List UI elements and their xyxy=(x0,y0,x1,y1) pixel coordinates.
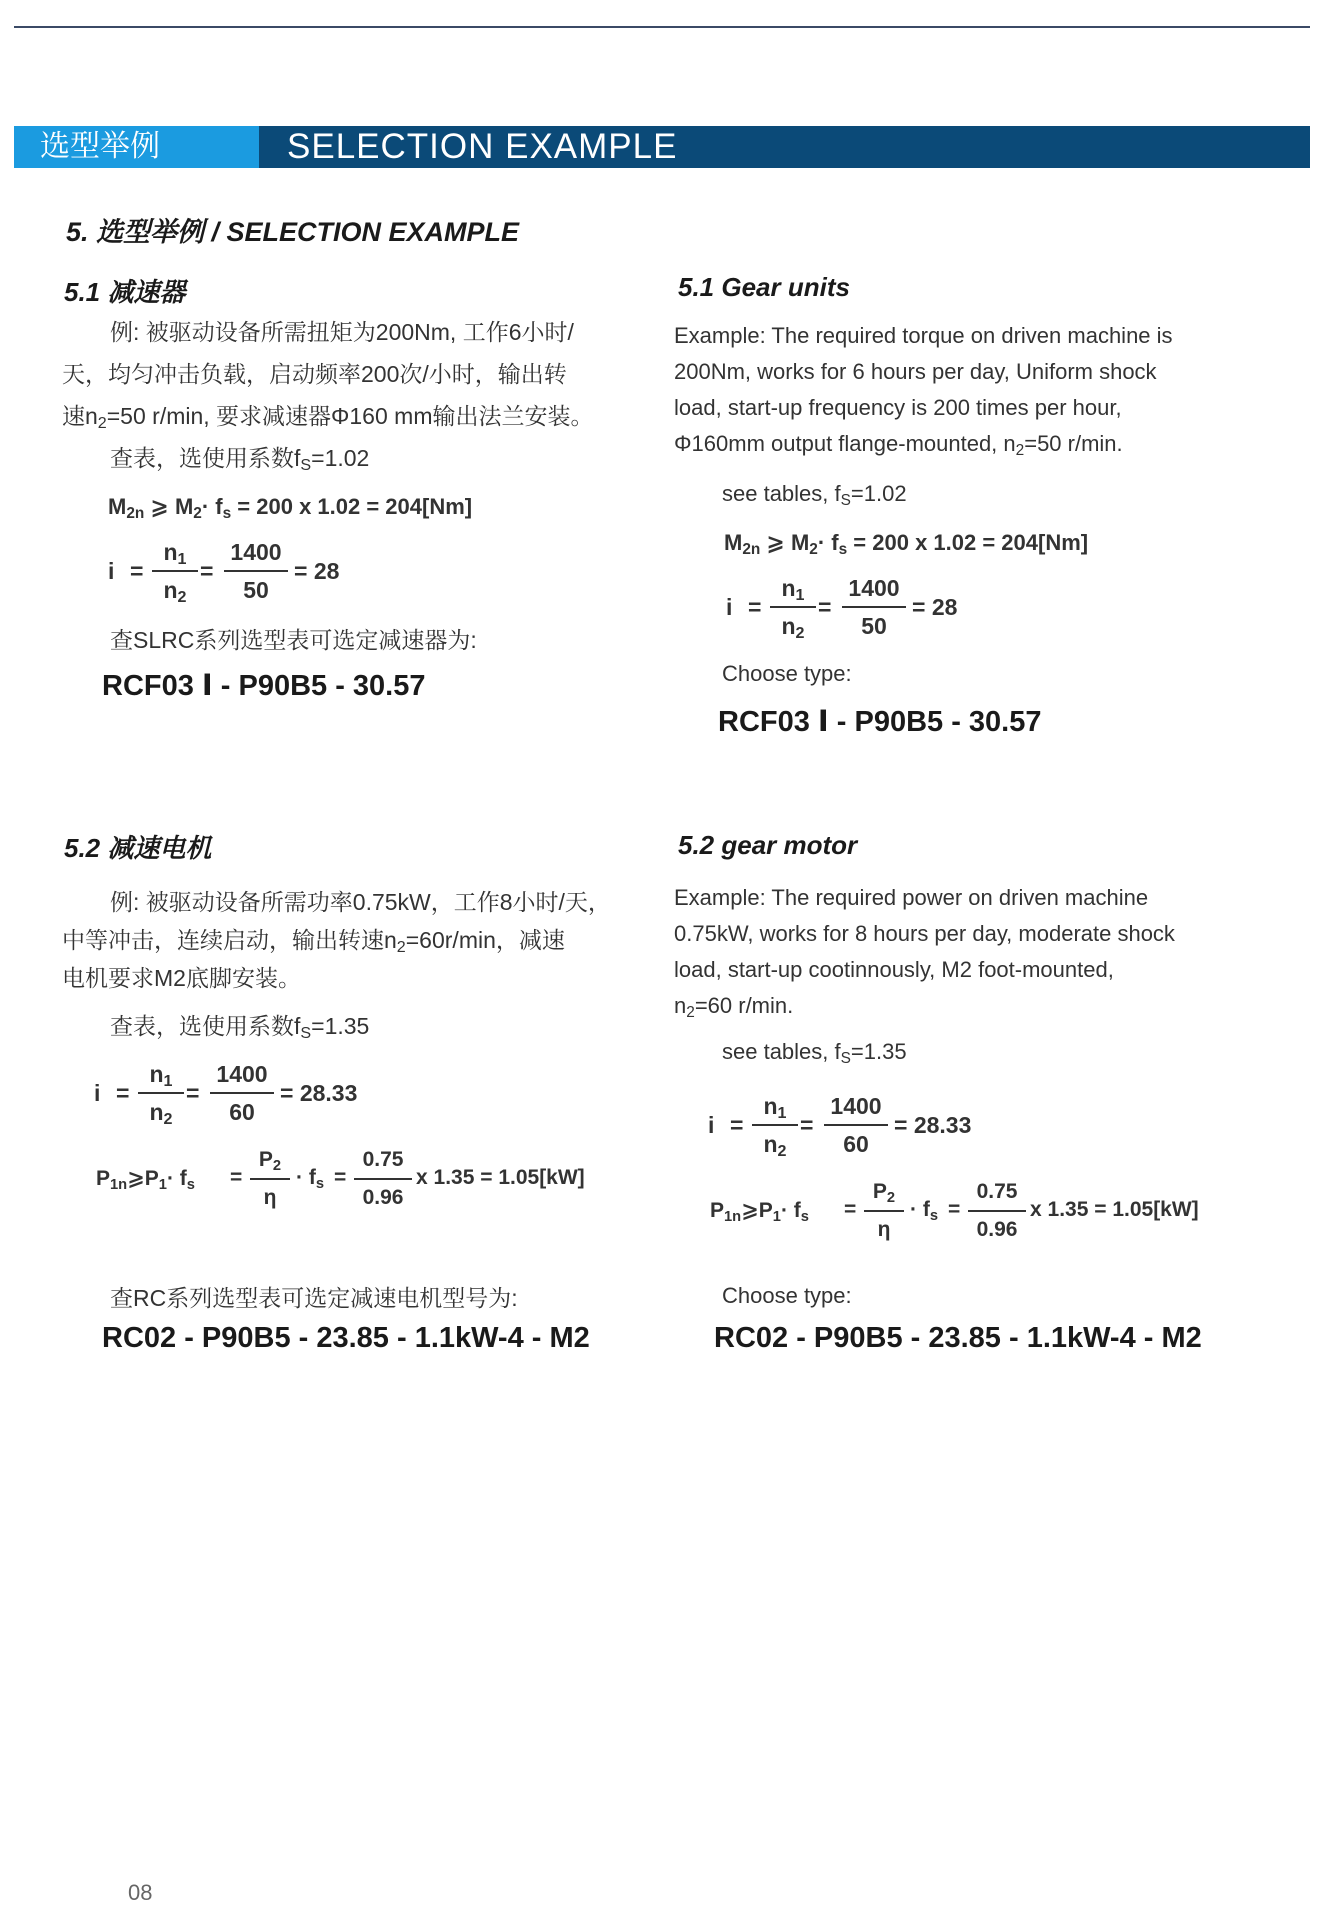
s52-en-choose: Choose type: xyxy=(722,1283,852,1308)
s52-en-line-2: 0.75kW, works for 8 hours per day, moderate shock xyxy=(674,921,1175,946)
s51-en-line-1: Example: The required torque on driven machine is xyxy=(674,323,1173,348)
s51-cn-line-3: 速$n_2=50$ r/min, 要求减速器Φ160 mm输出法兰安装。 xyxy=(62,403,594,432)
s52-en-line-1: Example: The required power on driven machine xyxy=(674,885,1149,910)
s51-cn-torque-formula: $M_{2n}$ ⩾ $M_2\cdot f_s = 200$ x 1.02 = 204[Nm] xyxy=(108,494,473,522)
s51-cn-line-2: 天，均匀冲击负载，启动频率200次/小时，输出转 xyxy=(62,361,567,387)
s52-en-model: RC02 - P90B5 - 23.85 - 1.1kW-4 - M2 xyxy=(714,1322,1202,1354)
s52-en-line-3: load, start-up cootinnously, M2 foot-mounted, xyxy=(674,957,1114,982)
s51-en-torque-formula: $M_{2n}$ ⩾ $M_2\cdot f_s = 200$ x 1.02 = 204[Nm] xyxy=(724,530,1089,558)
s51-en-title: 5.1 Gear units xyxy=(678,272,850,302)
s51-en-model: RCF03 Ⅰ - P90B5 - 30.57 xyxy=(718,706,1042,738)
page-heading: 5. 选型举例 / SELECTION EXAMPLE xyxy=(66,217,520,247)
s51-cn-choose: 查SLRC系列选型表可选定减速器为: xyxy=(110,627,477,653)
s51-cn-service-factor: 查表，选使用系数$f_S=1.02$ xyxy=(110,445,370,474)
page-number: 08 xyxy=(128,1880,153,1905)
s51-cn-model: RCF03 Ⅰ - P90B5 - 30.57 xyxy=(102,670,426,702)
s51-cn-title: 5.1 减速器 xyxy=(64,277,186,307)
s52-cn-model: RC02 - P90B5 - 23.85 - 1.1kW-4 - M2 xyxy=(102,1322,590,1354)
banner-cn-title: 选型举例 xyxy=(14,126,259,168)
s51-en-service-factor: see tables, $f_S=1.02$ xyxy=(722,481,907,509)
section-banner xyxy=(14,126,1310,168)
top-rule xyxy=(14,26,1310,28)
s52-en-power-formula: $P_{1n}⩾P_1\cdot f_s$ = $P_2$ η · $f_s$ = 0.75 0.96 x 1.35 = 1.05[kW] xyxy=(710,1180,1199,1241)
s52-cn-service-factor: 查表，选使用系数$f_S=1.35$ xyxy=(110,1013,370,1042)
s51-cn-line-1: 例: 被驱动设备所需扭矩为200Nm, 工作6小时/ xyxy=(110,319,574,345)
s52-cn-line-3: 电机要求M2底脚安装。 xyxy=(62,965,301,991)
s51-en-ratio-formula: i = $n_1$ $n_2$ = 1400 50 = 28 xyxy=(726,575,958,642)
s52-en-title: 5.2 gear motor xyxy=(678,830,858,860)
s52-cn-line-1: 例: 被驱动设备所需功率0.75kW，工作8小时/天， xyxy=(110,889,611,915)
s51-en-line-3: load, start-up frequency is 200 times per hour, xyxy=(674,395,1122,420)
s52-cn-choose: 查RC系列选型表可选定减速电机型号为: xyxy=(110,1285,518,1311)
s52-en-service-factor: see tables, $f_S=1.35$ xyxy=(722,1039,907,1067)
s52-en-line-4: $n_2=60$ r/min. xyxy=(674,993,794,1021)
s51-en-choose: Choose type: xyxy=(722,661,852,686)
s52-cn-power-formula: $P_{1n}⩾P_1\cdot f_s$ = $P_2$ η · $f_s$ = 0.75 0.96 x 1.35 = 1.05[kW] xyxy=(96,1148,585,1209)
s52-cn-ratio-formula: i = $n_1$ $n_2$ = 1400 60 = 28.33 xyxy=(94,1061,358,1128)
banner-en-title: SELECTION EXAMPLE xyxy=(259,126,1310,168)
s52-en-ratio-formula: i = $n_1$ $n_2$ = 1400 60 = 28.33 xyxy=(708,1093,972,1160)
s51-en-line-4: Φ160mm output flange-mounted, $n_2=50$ r/min. xyxy=(674,431,1123,459)
s52-cn-line-2: 中等冲击，连续启动，输出转速$n_2=60r/\min$，减速 xyxy=(62,927,565,956)
s51-cn-ratio-formula: i = $n_1$ $n_2$ = 1400 50 = 28 xyxy=(108,539,340,606)
s52-cn-title: 5.2 减速电机 xyxy=(64,833,212,863)
s51-en-line-2: 200Nm, works for 6 hours per day, Uniform shock xyxy=(674,359,1157,384)
